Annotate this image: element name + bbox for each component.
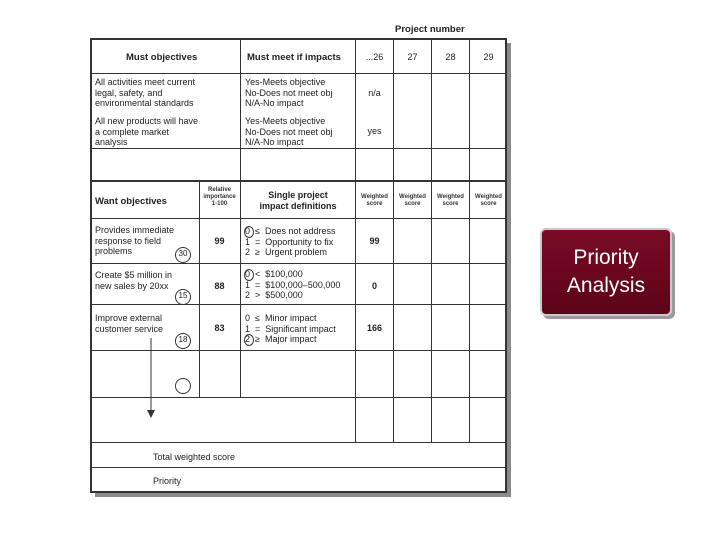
col-divider [240,38,241,180]
row-divider [90,148,507,149]
must-impacts-1: Yes-Meets objective No-Does not meet obj N/A-No impact [245,77,333,108]
selected-level-mark [244,269,254,281]
total-weighted-score-label: Total weighted score [153,452,236,462]
importance-1: 99 [214,236,225,246]
want-objective-2: Create $5 million in new sales by 20xx [95,270,173,291]
definitions-1: 0 ≤ Does not address 1 = Opportunity to fix 2 ≥ Urgent problem [245,226,336,257]
row-divider [90,180,507,182]
must-meet-if-impacts-header: Must meet if impacts [247,52,341,63]
want-objective-3: Improve external customer service [95,313,164,334]
down-arrow-icon [145,338,157,420]
relative-importance-header: Relative importance 1-100 [203,187,236,207]
want-circle-1: 30 [175,247,191,263]
want-circle-3: 18 [175,333,191,349]
col-divider [240,180,241,397]
col-divider [469,38,470,442]
definitions-3: 0 ≤ Minor impact 1 = Significant impact 2 ≥ Major impact [245,313,336,344]
score-2: 0 [371,281,377,291]
must-objective-1: All activities meet current legal, safety, and environmental standards [95,77,196,108]
project-number-label: Project number [395,24,465,35]
priority-analysis-label [540,228,672,316]
project-col-26: ...26 [365,52,384,62]
must-value-2: yes [367,126,382,136]
must-impacts-2: Yes-Meets objective No-Does not meet obj N/A-No impact [245,116,333,147]
priority-label: Priority [153,476,182,486]
row-divider [90,218,507,219]
score-3: 166 [366,323,383,333]
want-objective-1: Provides immediate response to field problems [95,225,175,256]
want-circle-2: 15 [175,289,191,305]
priority-analysis-line2: Analysis [566,274,646,297]
importance-2: 88 [214,281,225,291]
weighted-score-header-28: Weighted score [437,194,464,207]
weighted-score-header-26: Weighted score [361,194,388,207]
row-divider [90,263,507,264]
row-divider [90,467,507,468]
selected-level-mark [244,226,254,238]
row-divider [90,73,507,74]
project-col-28: 28 [445,52,456,62]
project-col-29: 29 [483,52,494,62]
want-objectives-header: Want objectives [95,196,167,207]
project-col-27: 27 [407,52,418,62]
col-divider [431,38,432,442]
must-objective-2: All new products will have a complete market analysis [95,116,199,147]
row-divider [90,442,507,443]
priority-analysis-line1: Priority [573,246,639,269]
col-divider [393,38,394,442]
single-project-header: Single project impact definitions [259,190,337,211]
must-value-1: n/a [368,88,381,98]
weighted-score-header-29: Weighted score [475,194,502,207]
selected-level-mark [244,334,254,346]
score-1: 99 [369,236,380,246]
row-divider [90,304,507,305]
must-objectives-header: Must objectives [126,52,198,63]
weighted-score-header-27: Weighted score [399,194,426,207]
importance-3: 83 [214,323,225,333]
definitions-2: 0 < $100,000 1 = $100,000–500,000 2 > $500,000 [245,269,341,300]
empty-circle [175,378,191,394]
